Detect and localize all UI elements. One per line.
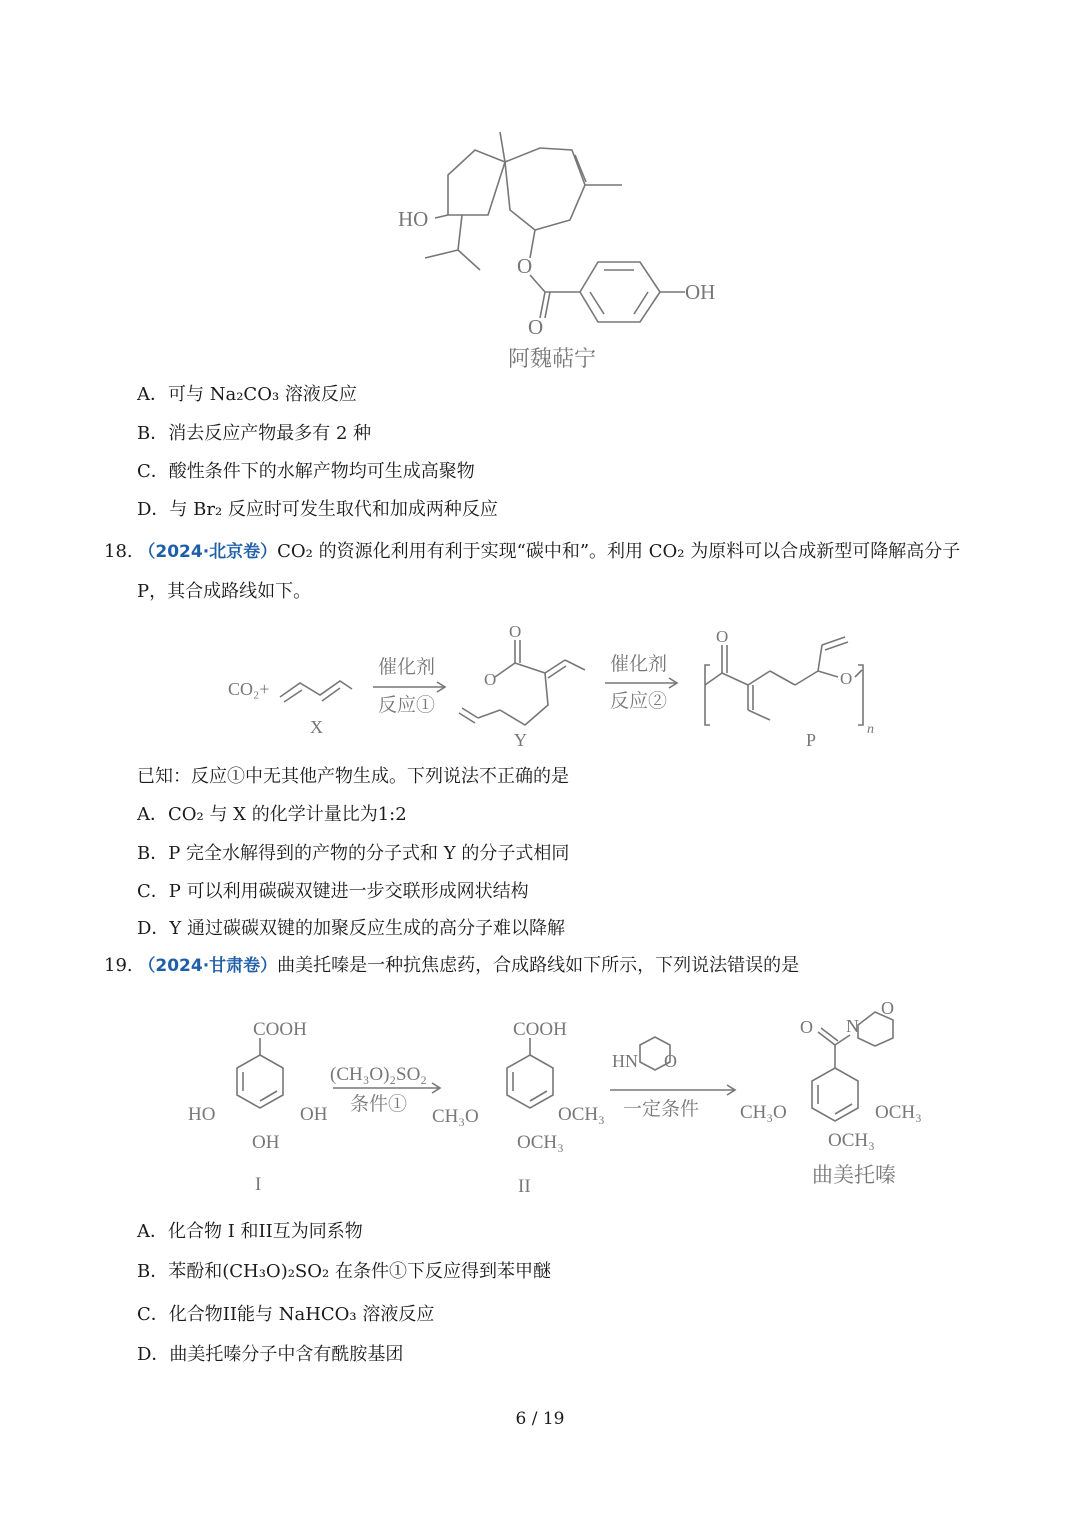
q17-option-d: D．与 Br₂ 反应时可发生取代和加成两种反应 xyxy=(137,499,498,520)
ii-cooh: COOH xyxy=(513,1019,567,1040)
q19-stem-text: 曲美托嗪是一种抗焦虑药，合成路线如下所示，下列说法错误的是 xyxy=(277,955,800,976)
label-ii: II xyxy=(518,1176,531,1197)
page-number: 6 / 19 xyxy=(515,1409,565,1429)
q17-option-a: A．可与 Na₂CO₃ 溶液反应 xyxy=(137,384,357,405)
product-och3-bottom: OCH₃ xyxy=(828,1130,875,1151)
q18-stem xyxy=(104,540,960,564)
product-carbonyl-o: O xyxy=(800,1017,813,1037)
catalyst-2: 催化剂 xyxy=(610,654,668,675)
p-ether-o: O xyxy=(840,669,853,688)
q18-number: 18. xyxy=(104,541,133,562)
product-name: 曲美托嗪 xyxy=(812,1163,896,1187)
catalyst-1: 催化剂 xyxy=(378,657,436,678)
q18-known: 已知：反应①中无其他产物生成。下列说法不正确的是 xyxy=(137,766,569,787)
ii-ch3o: CH₃O xyxy=(432,1106,479,1127)
label-i: I xyxy=(255,1174,262,1195)
q18-stem-line2: P，其合成路线如下。 xyxy=(137,581,312,602)
y-ring-o: O xyxy=(484,670,497,689)
q19-option-d: D．曲美托嗪分子中含有酰胺基团 xyxy=(137,1344,404,1365)
reaction-2: 反应② xyxy=(610,691,668,712)
label-y: Y xyxy=(514,730,527,750)
q19-stem xyxy=(104,954,799,978)
structure-afeitening xyxy=(0,0,1080,380)
label-p: P xyxy=(806,730,817,750)
product-ring-o: O xyxy=(881,998,894,1018)
product-n: N xyxy=(846,1016,859,1036)
q17-option-c: C．酸性条件下的水解产物均可生成高聚物 xyxy=(137,461,475,482)
oh-label: OH xyxy=(685,280,716,304)
q18-stem-line1: CO₂ 的资源化利用有利于实现“碳中和”。利用 CO₂ 为原料可以合成新型可降解高分子 xyxy=(277,541,961,562)
y-carbonyl-o: O xyxy=(509,622,522,641)
ii-och3-right: OCH₃ xyxy=(558,1104,605,1125)
q18-option-a: A．CO₂ 与 X 的化学计量比为1:2 xyxy=(137,804,407,825)
p-carbonyl-o: O xyxy=(716,627,729,646)
reagent-1: (CH₃O)₂SO₂ xyxy=(330,1064,427,1085)
carbonyl-o-label: O xyxy=(528,315,544,339)
q17-option-b: B．消去反应产物最多有 2 种 xyxy=(137,423,372,444)
q19-source: （2024·甘肃卷） xyxy=(138,956,278,976)
ester-o-label: O xyxy=(517,254,533,278)
q18-synthesis-scheme xyxy=(0,615,1080,775)
morpholine-hn: HN xyxy=(612,1051,638,1071)
q19-option-a: A．化合物 I 和II互为同系物 xyxy=(137,1221,363,1242)
morpholine-o: O xyxy=(664,1051,677,1071)
product-och3-right: OCH₃ xyxy=(875,1102,922,1123)
condition-2: 一定条件 xyxy=(623,1099,700,1120)
q19-option-c: C．化合物II能与 NaHCO₃ 溶液反应 xyxy=(137,1304,435,1325)
p-subscript-n: n xyxy=(867,722,874,737)
structure-name: 阿魏萜宁 xyxy=(508,346,597,371)
label-x: X xyxy=(310,717,323,737)
product-ch3o: CH₃O xyxy=(740,1102,787,1123)
i-oh-right: OH xyxy=(300,1104,328,1125)
ho-label: HO xyxy=(398,207,429,231)
i-ho: HO xyxy=(188,1104,216,1125)
q19-synthesis-scheme xyxy=(0,1000,1080,1200)
i-oh-bottom: OH xyxy=(252,1132,280,1153)
i-cooh: COOH xyxy=(253,1019,307,1040)
q19-number: 19. xyxy=(104,955,133,976)
q18-option-b: B．P 完全水解得到的产物的分子式和 Y 的分子式相同 xyxy=(137,843,570,864)
q19-option-b: B．苯酚和(CH₃O)₂SO₂ 在条件①下反应得到苯甲醚 xyxy=(137,1261,551,1282)
co2-reactant: CO₂+ xyxy=(228,679,270,699)
q18-option-d: D．Y 通过碳碳双键的加聚反应生成的高分子难以降解 xyxy=(137,918,566,939)
reaction-1: 反应① xyxy=(378,695,436,716)
q18-source: （2024·北京卷） xyxy=(138,542,278,562)
condition-1: 条件① xyxy=(350,1094,408,1115)
ii-och3-bottom: OCH₃ xyxy=(517,1132,564,1153)
q18-option-c: C．P 可以利用碳碳双键进一步交联形成网状结构 xyxy=(137,881,529,902)
